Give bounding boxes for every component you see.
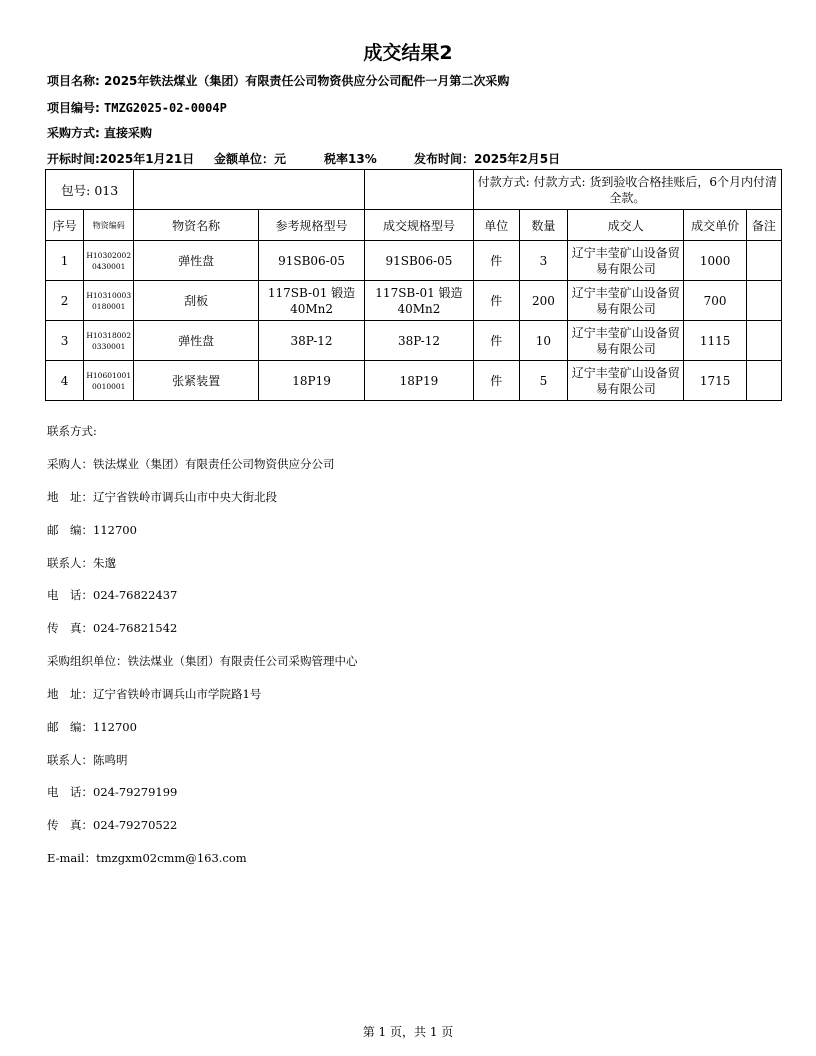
contact-line: 地 址：辽宁省铁岭市调兵山市学院路1号 [47,686,262,701]
header-cell: 成交人 [568,210,684,241]
deal-spec: 117SB-01 锻造40Mn2 [365,281,473,321]
project-no: TMZG2025-02-0004P [104,101,227,115]
package-row [46,170,782,210]
table-row [46,241,782,281]
project-name: 2025年铁法煤业（集团）有限责任公司物资供应分公司配件一月第二次采购 [104,74,510,88]
row-no: 2 [46,281,84,321]
method-label: 采购方式: [47,126,100,140]
project-no-label: 项目编号: [47,101,100,115]
deal-spec: 18P19 [365,361,473,401]
supplier: 辽宁丰莹矿山设备贸易有限公司 [568,281,684,321]
contact-line: 电 话：024-79279199 [47,785,178,800]
ref-spec: 117SB-01 锻造40Mn2 [258,281,364,321]
ref-spec: 91SB06-05 [258,241,364,281]
table-row [46,281,782,321]
header-cell: 参考规格型号 [258,210,364,241]
ref-spec: 18P19 [258,361,364,401]
material-code: H103100030180001 [84,281,134,321]
table-row [46,321,782,361]
contact-line: 邮 编：112700 [47,719,137,734]
header-cell: 成交单价 [684,210,746,241]
contact-info [47,407,358,883]
contact-line: 电 话：024-76822437 [47,588,178,603]
header-cell: 成交规格型号 [365,210,473,241]
project-no-line [47,99,227,116]
empty-cell [134,170,365,210]
material-name: 刮板 [134,281,258,321]
quantity: 200 [519,281,567,321]
contact-line: 采购人：铁法煤业（集团）有限责任公司物资供应分公司 [47,457,335,472]
material-name: 弹性盘 [134,321,258,361]
contact-line: 联系人：朱邈 [47,555,116,570]
quantity: 3 [519,241,567,281]
publish-time: 发布时间：2025年2月5日 [414,152,561,166]
deal-spec: 38P-12 [365,321,473,361]
note [746,361,781,401]
header-cell: 物资编码 [84,210,134,241]
document-title: 成交结果2 [363,42,453,64]
material-name: 张紧装置 [134,361,258,401]
header-cell: 备注 [746,210,781,241]
supplier: 辽宁丰莹矿山设备贸易有限公司 [568,321,684,361]
unit-price: 1000 [684,241,746,281]
unit: 件 [473,241,519,281]
material-name: 弹性盘 [134,241,258,281]
contact-line: 联系人：陈鸣明 [47,752,128,767]
method-line [47,124,152,141]
row-no: 4 [46,361,84,401]
material-code: H103180020330001 [84,321,134,361]
open-time: 开标时间:2025年1月21日 [47,152,195,166]
contact-line: 采购组织单位：铁法煤业（集团）有限责任公司采购管理中心 [47,654,358,669]
contact-line: 传 真：024-76821542 [47,621,178,636]
table-header-row [46,210,782,241]
package-number: 包号: 013 [46,170,134,210]
result-table [45,169,782,401]
note [746,241,781,281]
unit: 件 [473,361,519,401]
material-code: H103020020430001 [84,241,134,281]
currency-unit: 金额单位：元 [214,152,287,166]
unit-price: 1115 [684,321,746,361]
deal-spec: 91SB06-05 [365,241,473,281]
project-name-line [47,72,509,89]
quantity: 10 [519,321,567,361]
header-cell: 序号 [46,210,84,241]
ref-spec: 38P-12 [258,321,364,361]
unit-price: 1715 [684,361,746,401]
supplier: 辽宁丰莹矿山设备贸易有限公司 [568,361,684,401]
quantity: 5 [519,361,567,401]
unit-price: 700 [684,281,746,321]
tax-rate: 税率13% [324,152,377,166]
row-no: 1 [46,241,84,281]
row-no: 3 [46,321,84,361]
table-row [46,361,782,401]
note [746,281,781,321]
contact-line: 传 真：024-79270522 [47,818,178,833]
material-code: H106010010010001 [84,361,134,401]
unit: 件 [473,321,519,361]
contact-line: 联系方式: [47,424,97,439]
note [746,321,781,361]
project-name-label: 项目名称: [47,74,100,88]
contact-line: E-mail：tmzgxm02cmm@163.com [47,850,247,865]
unit: 件 [473,281,519,321]
page-footer: 第 1 页，共 1 页 [362,1025,454,1039]
header-cell: 物资名称 [134,210,258,241]
payment-terms: 付款方式: 付款方式: 货到验收合格挂账后，6个月内付清全款。 [473,170,781,210]
header-cell: 单位 [473,210,519,241]
contact-line: 地 址：辽宁省铁岭市调兵山市中央大街北段 [47,490,277,505]
method: 直接采购 [104,126,153,140]
supplier: 辽宁丰莹矿山设备贸易有限公司 [568,241,684,281]
empty-cell [365,170,473,210]
header-cell: 数量 [519,210,567,241]
contact-line: 邮 编：112700 [47,522,137,537]
